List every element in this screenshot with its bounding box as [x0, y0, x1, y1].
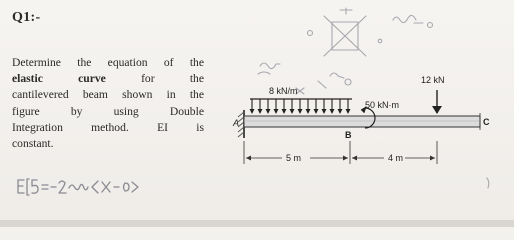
problem-word: Determine — [12, 56, 61, 69]
udl-arrowhead — [322, 109, 327, 114]
question-number: Q1:- — [12, 10, 41, 25]
span-bc-label: 4 m — [388, 153, 404, 163]
problem-word: of — [163, 56, 174, 69]
distributed-load-label: 8 kN/m — [269, 86, 298, 96]
problem-word: elastic — [12, 72, 43, 86]
problem-word: using — [113, 104, 139, 118]
udl-arrowhead — [250, 109, 255, 114]
udl-arrowhead — [282, 109, 287, 114]
point-c-label: C — [483, 117, 490, 127]
fixed-support — [232, 110, 244, 138]
udl-arrowhead — [274, 109, 279, 114]
problem-word: beam — [82, 88, 108, 102]
udl-arrowhead — [258, 109, 263, 114]
problem-word: method. — [91, 120, 129, 134]
udl-arrowhead — [266, 109, 271, 114]
problem-word: shown — [122, 88, 153, 102]
span-ab-label: 5 m — [286, 153, 302, 163]
problem-word: curve — [78, 72, 106, 86]
problem-word: Integration — [12, 120, 63, 134]
problem-word: the — [189, 56, 204, 69]
problem-word: is — [196, 120, 204, 134]
problem-word: Double — [169, 104, 204, 118]
problem-word: cantilevered — [12, 88, 69, 102]
problem-word: constant. — [12, 137, 54, 151]
dimension-lines — [244, 141, 437, 164]
udl-arrowhead — [346, 109, 351, 114]
problem-word: equation — [107, 56, 148, 69]
beam — [244, 116, 480, 127]
moment-label: 50 kN·m — [365, 100, 400, 110]
problem-word: the — [189, 88, 204, 102]
problem-word: the — [77, 56, 92, 69]
udl-arrowhead — [290, 109, 295, 114]
problem-word: EI — [157, 120, 169, 134]
udl-arrowhead — [298, 109, 303, 114]
point-b-label: B — [345, 130, 352, 140]
point-load — [421, 75, 445, 114]
page-bottom-edge — [0, 220, 514, 227]
problem-word: in — [166, 88, 176, 102]
problem-word: figure — [12, 104, 40, 118]
udl-arrowhead — [314, 109, 319, 114]
problem-word: by — [70, 104, 83, 118]
problem-word: the — [189, 72, 204, 86]
udl-arrowhead — [338, 109, 343, 114]
point-load-label: 12 kN — [421, 75, 445, 85]
support-a-label: A — [233, 118, 240, 128]
udl-arrowhead — [330, 109, 335, 114]
udl-arrowhead — [306, 109, 311, 114]
problem-word: for — [141, 72, 155, 86]
